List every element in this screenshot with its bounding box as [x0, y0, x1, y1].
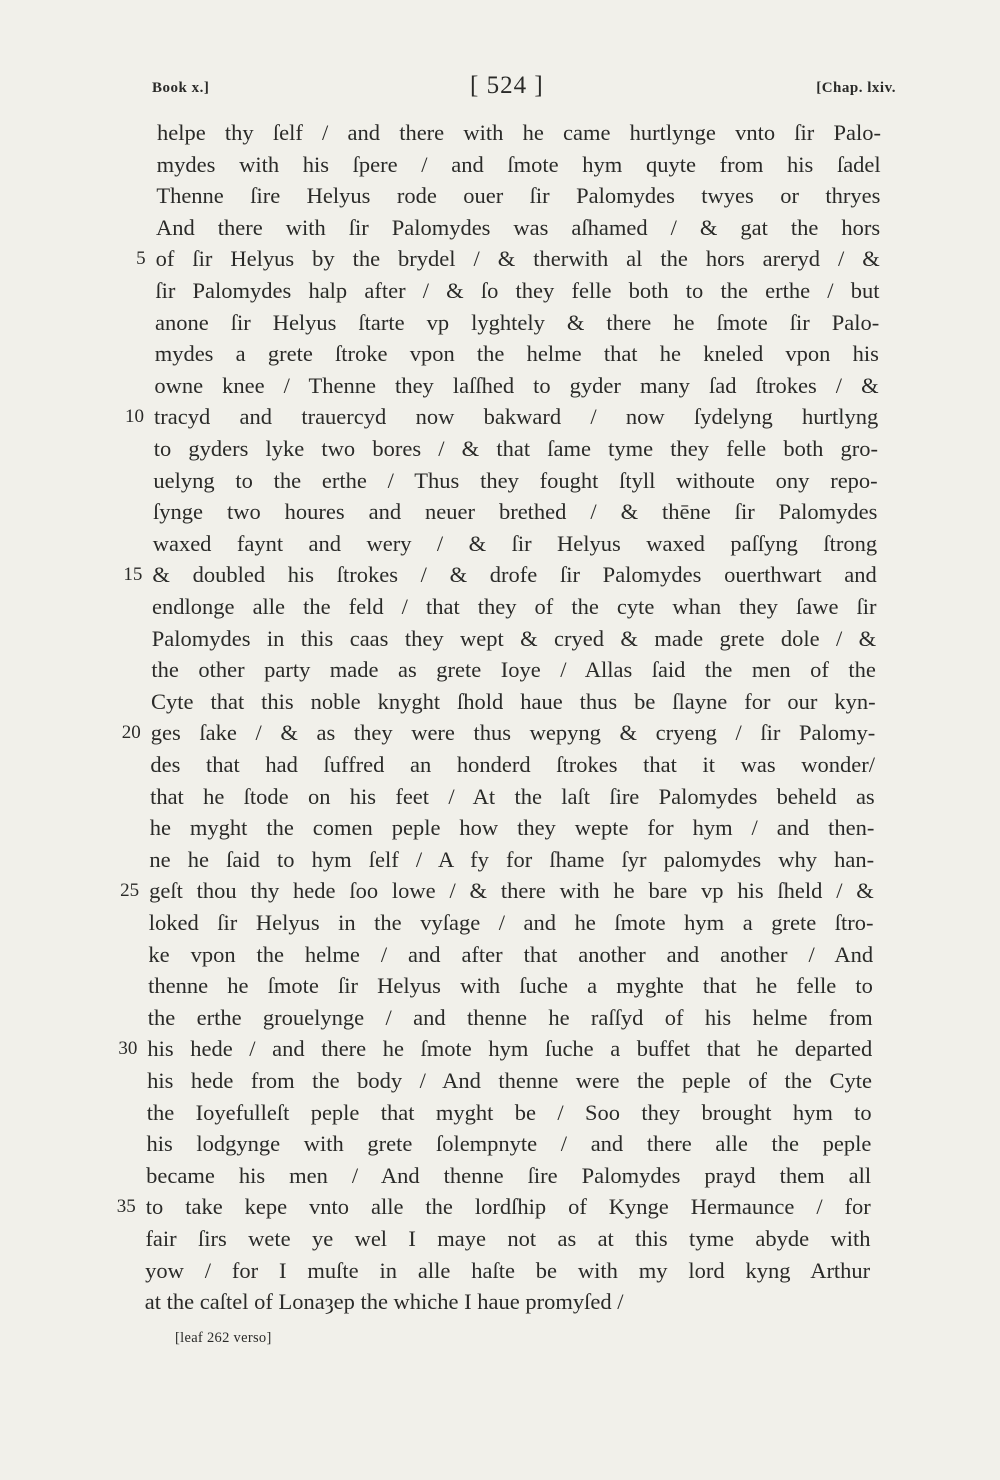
- text-line: his hede from the body / And thenne were the peple of the Cyte: [147, 1068, 872, 1093]
- text-line: Cyte that this noble knyght ſhold haue thus be ſlayne for our kyn-: [151, 688, 876, 714]
- text-line: des that had ſuffred an honderd ſtrokes that it was wonder/: [150, 752, 875, 777]
- line-number: 20: [121, 722, 141, 744]
- text-line: & doubled his ſtrokes / & drofe ſir Palomydes ouerthwart and: [152, 562, 877, 588]
- text-line: yow / for I muſte in alle haſte be with my lord kyng Arthur: [145, 1257, 871, 1283]
- text-line: thenne he ſmote ſir Helyus with ſuche a myghte that he felle to: [148, 973, 873, 999]
- text-line: waxed faynt and wery / & ſir Helyus waxed paſſyng ſtrong: [152, 530, 878, 556]
- text-line: to take kepe vnto alle the lordſhip of Kynge Hermaunce / for: [145, 1194, 871, 1220]
- text-line: became his men / And thenne ſire Palomydes prayd them all: [146, 1162, 872, 1188]
- text-line: that he ſtode on his feet / At the laſt ſire Palomydes beheld as: [150, 783, 875, 809]
- text-line: And there with ſir Palomydes was aſhamed / & gat the hors: [156, 214, 881, 240]
- line-number: 30: [118, 1038, 138, 1060]
- text-line: mydes with his ſpere / and ſmote hym quyte from his ſadel: [156, 151, 881, 177]
- text-line: ne he ſaid to hym ſelf / A fy for ſhame ſyr palomydes why han-: [149, 846, 875, 872]
- text-line: the other party made as grete Ioye / Allas ſaid the men of the: [151, 657, 876, 683]
- line-number: 10: [125, 406, 145, 428]
- running-header: [0, 72, 1000, 112]
- text-line: uelyng to the erthe / Thus they fought ſtyll withoute ony repo-: [153, 467, 878, 493]
- text-line: of ſir Helyus by the brydel / & therwith al the hors areryd / &: [155, 246, 880, 272]
- text-line: ke vpon the helme / and after that another and another / And: [148, 941, 874, 967]
- text-line: endlonge alle the feld / that they of the cyte whan they ſawe ſir: [152, 594, 877, 619]
- text-line: ſynge two houres and neuer brethed / & thēne ſir Palomydes: [153, 499, 878, 525]
- book-number: Book x.]: [152, 80, 210, 96]
- text-line: loked ſir Helyus in the vyſage / and he ſmote hym a grete ſtro-: [148, 910, 874, 935]
- line-number: 25: [120, 880, 140, 902]
- line-number: 5: [136, 248, 146, 270]
- text-line: mydes a grete ſtroke vpon the helme that he kneled vpon his: [154, 341, 879, 367]
- line-number: 35: [116, 1196, 136, 1218]
- text-line: the erthe grouelynge / and thenne he raſſyd of his helme from: [147, 1004, 873, 1030]
- leaf-note: [leaf 262 verso]: [175, 1330, 272, 1346]
- text-line: Thenne ſire Helyus rode ouer ſir Palomydes twyes or thryes: [156, 183, 881, 209]
- text-line: helpe thy ſelf / and there with he came hurtlynge vnto ſir Palo-: [157, 120, 881, 145]
- text-line: geſt thou thy hede ſoo lowe / & there with he bare vp his ſheld / &: [149, 878, 874, 904]
- page-number: [ 524 ]: [470, 72, 544, 99]
- chapter-number: [Chap. lxiv.: [816, 80, 896, 96]
- text-line: his lodgynge with grete ſolempnyte / and there alle the peple: [146, 1131, 872, 1157]
- text-line: tracyd and trauercyd now bakward / now ſydelyng hurtlyng: [154, 404, 879, 430]
- text-line: his hede / and there he ſmote hym ſuche a buffet that he departed: [147, 1036, 873, 1062]
- text-line: owne knee / Thenne they laſſhed to gyder many ſad ſtrokes / &: [154, 372, 879, 398]
- text-line: to gyders lyke two bores / & that ſame tyme they felle both gro-: [153, 436, 878, 461]
- text-line: he myght the comen peple how they wepte for hym / and then-: [149, 815, 875, 841]
- text-line: Palomydes in this caas they wept & cryed & made grete dole / &: [151, 625, 877, 651]
- text-line: fair ſirs wete ye wel I maye not as at this tyme abyde with: [145, 1226, 871, 1251]
- text-line: ſir Palomydes halp after / & ſo they felle both to the erthe / but: [155, 278, 880, 303]
- text-line: the Ioyefulleſt peple that myght be / Soo they brought hym to: [146, 1099, 872, 1125]
- text-line: anone ſir Helyus ſtarte vp lyghtely & there he ſmote ſir Palo-: [155, 309, 880, 335]
- text-line: ges ſake / & as they were thus wepyng & cryeng / ſir Palomy-: [150, 720, 876, 746]
- text-line: at the caſtel of Lonaȝep the whiche I haue promyſed /: [144, 1289, 624, 1315]
- line-number: 15: [123, 564, 143, 586]
